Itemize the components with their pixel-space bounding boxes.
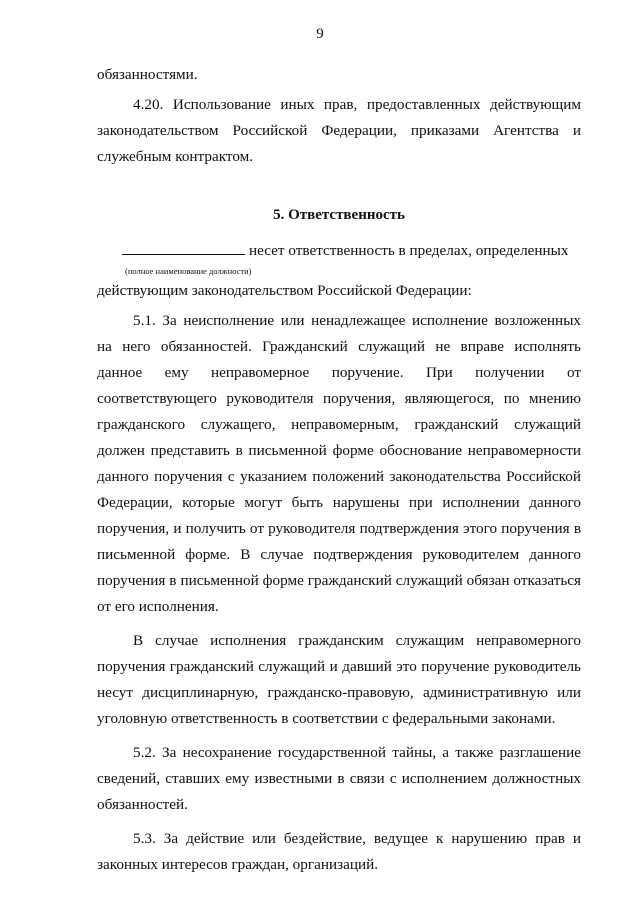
paragraph-5-1: 5.1. За неисполнение или ненадлежащее исполнение возложенных на него обязанностей. Гражданский служащий не вправе исполнять данное ему неправомерное поручение. При получении от соответствующего руководителя поручения, являющегося, по мнению гражданского служащего, неправомерным, гражданский служащий должен представить в письменной форме обоснование неправомерности данного поручения с указанием положений законодательства Российской Федерации, которые могут быть нарушены при исполнении данного поручения, и получить от руководителя подтверждения этого поручения в письменной форме. В случае подтверждения руководителем данного поручения в письменной форме гражданский служащий обязан отказаться от его исполнения. — [97, 312, 581, 615]
position-caption: (полное наименование должности) — [125, 266, 252, 276]
paragraph-4-20: 4.20. Использование иных прав, предоставленных действующим законодательством Российской Федерации, приказами Агентства и служебным контрактом. — [97, 96, 581, 165]
paragraph-5-3: 5.3. За действие или бездействие, ведущее к нарушению прав и законных интересов граждан, организаций. — [97, 830, 581, 873]
paragraph-after-blank: действующим законодательством Российской Федерации: — [97, 282, 472, 299]
page-number: 9 — [316, 26, 324, 42]
paragraph-case: В случае исполнения гражданским служащим неправомерного поручения гражданский служащий и давший это поручение руководитель несут дисциплинарную, гражданско-правовую, административную или уголовную ответственность в соответствии с федеральными законами. — [97, 632, 581, 727]
paragraph-5-2: 5.2. За несохранение государственной тайны, а также разглашение сведений, ставших ему известными в связи с исполнением должностных обязанностей. — [97, 744, 581, 813]
paragraph-continuation: обязанностями. — [97, 66, 198, 83]
section-title: 5. Ответственность — [273, 207, 405, 223]
blank-line-text: несет ответственность в пределах, определенных — [249, 242, 569, 259]
position-blank-line — [97, 238, 581, 264]
position-blank-field — [122, 238, 245, 255]
document-body — [97, 62, 581, 878]
